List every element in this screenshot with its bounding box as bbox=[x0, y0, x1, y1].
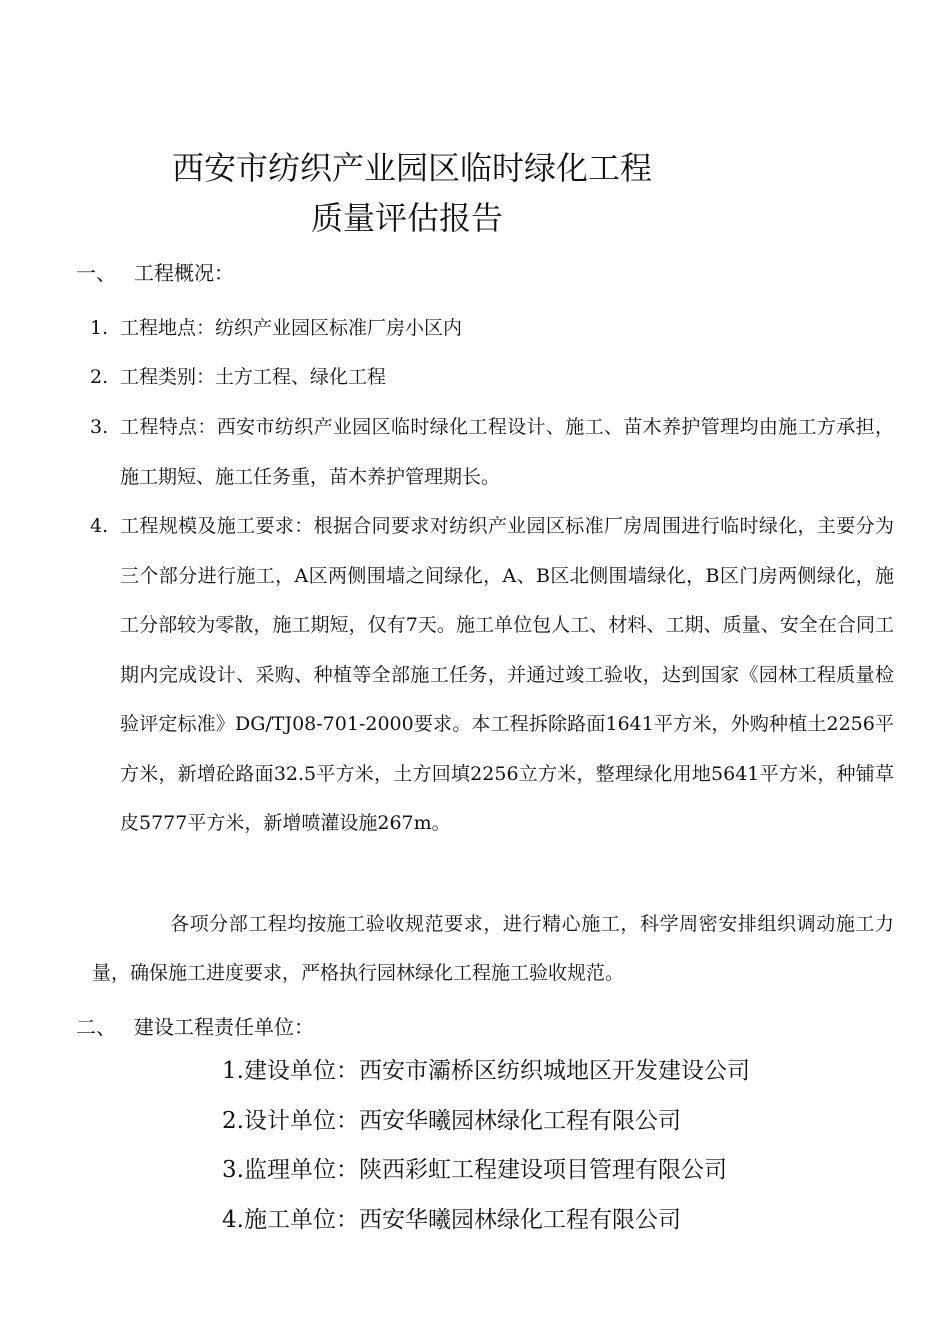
list-item-text: 工程地点：纺织产业园区标准厂房小区内 bbox=[120, 317, 463, 339]
list-item-location bbox=[90, 304, 894, 354]
list-item-marker: 1. bbox=[90, 317, 109, 339]
section-1-heading bbox=[76, 258, 234, 288]
document-title-line-2: 质量评估报告 bbox=[311, 199, 504, 237]
list-item-category bbox=[90, 353, 894, 403]
list-item-marker: 3. bbox=[90, 416, 109, 438]
section-1-title: 工程概况： bbox=[134, 261, 234, 285]
list-item-text: 工程特点：西安市纺织产业园区临时绿化工程设计、施工、苗木养护管理均由施工方承担，施工期短、施工任务重，苗木养护管理期长。 bbox=[120, 416, 894, 488]
list-item-marker: 2. bbox=[90, 366, 109, 388]
summary-paragraph: 各项分部工程均按施工验收规范要求，进行精心施工，科学周密安排组织调动施工力量，确保施工进度要求，严格执行园林绿化工程施工验收规范。 bbox=[92, 913, 894, 984]
list-item-marker: 4. bbox=[90, 515, 109, 537]
unit-design: 2.设计单位：西安华曦园林绿化工程有限公司 bbox=[222, 1108, 681, 1134]
section-2-title: 建设工程责任单位： bbox=[134, 1015, 314, 1039]
list-item-scale-requirements bbox=[90, 502, 894, 849]
unit-construction: 1.建设单位：西安市灞桥区纺织城地区开发建设公司 bbox=[222, 1058, 750, 1084]
document-title-line-1: 西安市纺织产业园区临时绿化工程 bbox=[172, 149, 653, 187]
unit-supervision: 3.监理单位：陕西彩虹工程建设项目管理有限公司 bbox=[222, 1157, 727, 1183]
section-2-heading bbox=[76, 1012, 314, 1042]
list-item-text: 工程类别：土方工程、绿化工程 bbox=[120, 366, 387, 388]
section-1-number: 一、 bbox=[76, 261, 116, 285]
unit-contractor: 4.施工单位：西安华曦园林绿化工程有限公司 bbox=[222, 1207, 681, 1233]
section-2-number: 二、 bbox=[76, 1015, 116, 1039]
list-item-features bbox=[90, 403, 894, 502]
list-item-text: 工程规模及施工要求：根据合同要求对纺织产业园区标准厂房周围进行临时绿化，主要分为三个部分进行施工，A区两侧围墙之间绿化，A、B区北侧围墙绿化，B区门房两侧绿化，施工分部较为零散，施工期短，仅有7天。施工单位包人工、材料、工期、质量、安全在合同工期内完成设计、采购、种植等全部施工任务，并通过竣工验收，达到国家《园林工程质量检验评定标准》DG/TJ08-701-2000要求。本工程拆除路面1641平方米，外购种植土2256平方米，新增砼路面32.5平方米，土方回填2256立方米，整理绿化用地5641平方米，种铺草皮5777平方米，新增喷灌设施267m。 bbox=[120, 515, 894, 834]
